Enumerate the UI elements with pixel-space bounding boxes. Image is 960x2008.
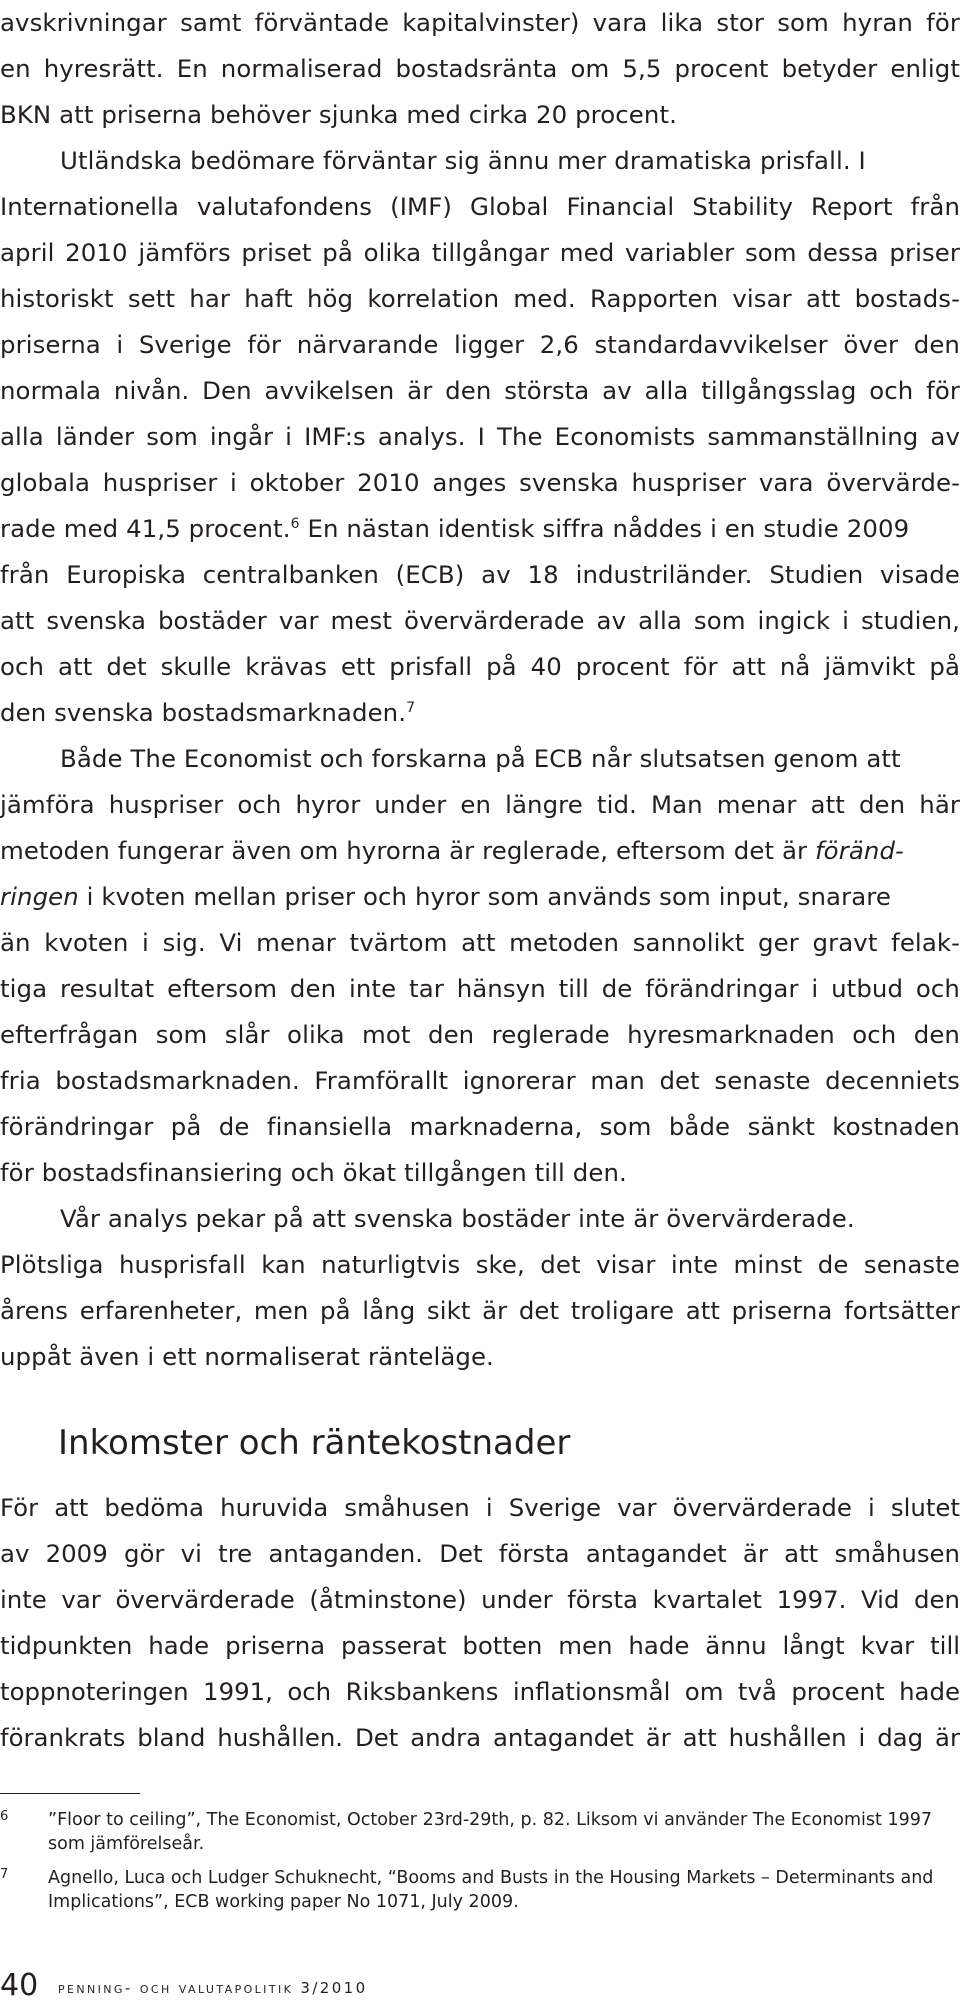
- text-line: för bostadsfinansiering och ökat tillgången till den.: [0, 1158, 627, 1187]
- text-line: För att bedöma huruvida småhusen i Sverige var övervärderade i slutet: [0, 1493, 960, 1522]
- text-line: historiskt sett har haft hög korrelation med. Rapporten visar att bostads-: [0, 284, 960, 313]
- text-line: tiga resultat eftersom den inte tar hänsyn till de förändringar i utbud och: [0, 974, 960, 1003]
- footnote-ref[interactable]: 7: [406, 700, 416, 716]
- text-line: [0, 874, 960, 920]
- text-line: priserna i Sverige för närvarande ligger 2,6 standardavvikelser över den: [0, 330, 960, 359]
- footnote: [0, 1866, 960, 1914]
- footnote-number: 6: [0, 1809, 9, 1824]
- text-line: alla länder som ingår i IMF:s analys. I The Economists sammanställning av: [0, 422, 960, 451]
- footnote-text: ”Floor to ceiling”, The Economist, October 23rd-29th, p. 82. Liksom vi använder The Economist 1997: [48, 1810, 932, 1830]
- text-line: än kvoten i sig. Vi menar tvärtom att metoden sannolikt ger gravt felak-: [0, 928, 960, 957]
- text-line: uppåt även i ett normaliserat ränteläge.: [0, 1342, 494, 1371]
- text-line: förankrats bland hushållen. Det andra antagandet är att hushållen i dag är: [0, 1723, 960, 1752]
- text-line: av 2009 gör vi tre antaganden. Det första antagandet är att småhusen: [0, 1539, 960, 1568]
- text-line: [0, 828, 960, 874]
- page-footer: [0, 1966, 960, 2006]
- footnote: [0, 1808, 960, 1856]
- emphasis: föränd-: [815, 836, 904, 865]
- text-line: en hyresrätt. En normaliserad bostadsränta om 5,5 procent betyder enligt: [0, 54, 960, 83]
- page-number: 40: [0, 1968, 39, 2003]
- text-line: [0, 690, 960, 736]
- text-line: inte var övervärderade (åtminstone) under första kvartalet 1997. Vid den: [0, 1585, 960, 1614]
- footnote-text: Implications”, ECB working paper No 1071, July 2009.: [48, 1892, 519, 1912]
- text-segment: den svenska bostadsmarknaden.: [0, 698, 407, 727]
- footnote-text: som jämförelseår.: [48, 1834, 205, 1854]
- footnote-ref[interactable]: 6: [290, 516, 300, 532]
- text-line: globala huspriser i oktober 2010 anges svenska huspriser vara övervärde-: [0, 468, 960, 497]
- footnote-number: 7: [0, 1867, 9, 1882]
- text-line: toppnoteringen 1991, och Riksbankens inflationsmål om två procent hade: [0, 1677, 960, 1706]
- text-segment: rade med 41,5 procent.: [0, 514, 291, 543]
- text-line: och att det skulle krävas ett prisfall på 40 procent för att nå jämvikt på: [0, 652, 960, 681]
- footnote-text: Agnello, Luca och Ludger Schuknecht, “Booms and Busts in the Housing Markets – Determinants and: [48, 1868, 934, 1888]
- text-segment: metoden fungerar även om hyrorna är reglerade, eftersom det är: [0, 836, 815, 865]
- emphasis: ringen: [0, 882, 79, 911]
- text-line: Plötsliga husprisfall kan naturligtvis ske, det visar inte minst de senaste: [0, 1250, 960, 1279]
- text-line: att svenska bostäder var mest övervärderade av alla som ingick i studien,: [0, 606, 960, 635]
- text-segment: En nästan identisk siffra nåddes i en studie 2009: [299, 514, 910, 543]
- text-line: jämföra huspriser och hyror under en längre tid. Man menar att den här: [0, 790, 960, 819]
- text-line: årens erfarenheter, men på lång sikt är det troligare att priserna fortsätter: [0, 1296, 960, 1325]
- text-line: fria bostadsmarknaden. Framförallt ignorerar man det senaste decenniets: [0, 1066, 960, 1095]
- footnotes: [0, 1808, 960, 1914]
- text-line: Utländska bedömare förväntar sig ännu mer dramatiska prisfall. I: [60, 146, 866, 175]
- text-line: efterfrågan som slår olika mot den reglerade hyresmarknaden och den: [0, 1020, 960, 1049]
- text-line: avskrivningar samt förväntade kapitalvinster) vara lika stor som hyran för: [0, 8, 960, 37]
- text-line: normala nivån. Den avvikelsen är den största av alla tillgångsslag och för: [0, 376, 960, 405]
- text-line: BKN att priserna behöver sjunka med cirka 20 procent.: [0, 100, 677, 129]
- footnote-divider: [0, 1793, 140, 1794]
- text-line: tidpunkten hade priserna passerat botten men hade ännu långt kvar till: [0, 1631, 960, 1660]
- text-line: förändringar på de finansiella marknaderna, som både sänkt kostnaden: [0, 1112, 960, 1141]
- section-text: [0, 1485, 960, 1761]
- text-segment: i kvoten mellan priser och hyror som används som input, snarare: [78, 882, 891, 911]
- text-line: från Europiska centralbanken (ECB) av 18 industriländer. Studien visade: [0, 560, 960, 589]
- section-heading: Inkomster och räntekostnader: [58, 1423, 571, 1463]
- text-line: Internationella valutafondens (IMF) Global Financial Stability Report från: [0, 192, 960, 221]
- text-line: Både The Economist och forskarna på ECB når slutsatsen genom att: [60, 744, 901, 773]
- text-line: [0, 506, 960, 552]
- publication-title: penning- och valutapolitik 3/2010: [58, 1979, 368, 1997]
- text-line: Vår analys pekar på att svenska bostäder inte är övervärderade.: [60, 1204, 855, 1233]
- text-line: april 2010 jämförs priset på olika tillgångar med variabler som dessa priser: [0, 238, 960, 267]
